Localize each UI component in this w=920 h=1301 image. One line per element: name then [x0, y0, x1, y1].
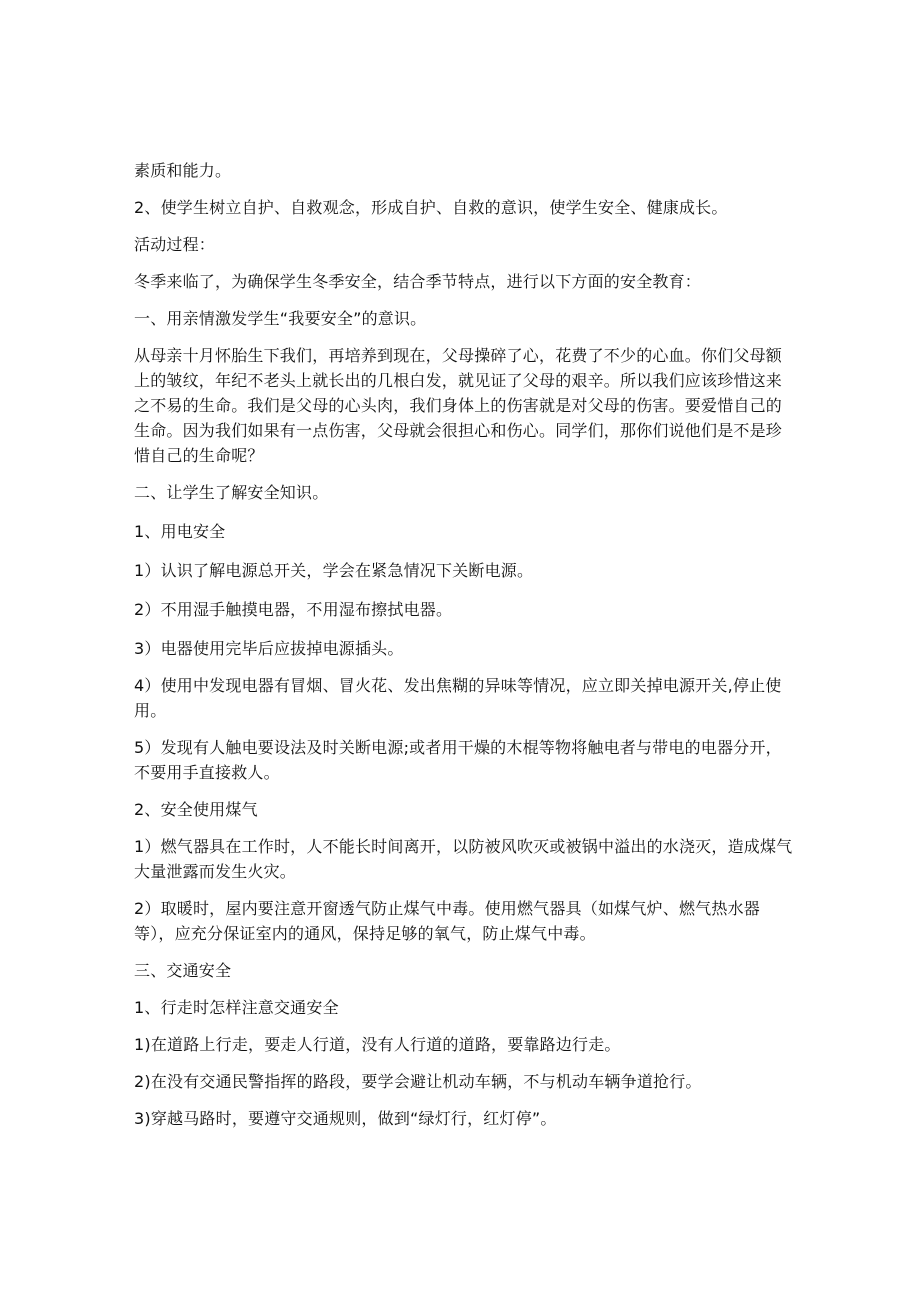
electricity-item-5: 5）发现有人触电要设法及时关断电源;或者用干燥的木棍等物将触电者与带电的电器分开，不要用手直接救人。 [134, 738, 782, 782]
section-heading-3: 三、交通安全 [134, 961, 232, 980]
paragraph-parents: 从母亲十月怀胎生下我们，再培养到现在，父母操碎了心，花费了不少的心血。你们父母额上的皱纹，年纪不老头上就长出的几根白发，就见证了父母的艰辛。所以我们应该珍惜这来之不易的生命。我们是父母的心头肉，我们身体上的伤害就是对父母的伤害。要爱惜自己的生命。因为我们如果有一点伤害，父母就会很担心和伤心。同学们，那你们说他们是不是珍惜自己的生命呢？ [134, 346, 783, 465]
electricity-item-3: 3）电器使用完毕后应拔掉电源插头。 [134, 639, 404, 658]
subsection-gas: 2、安全使用煤气 [134, 800, 258, 819]
walking-item-2: 2)在没有交通民警指挥的路段，要学会避让机动车辆，不与机动车辆争道抢行。 [134, 1072, 702, 1091]
paragraph-activity-process: 活动过程： [134, 235, 216, 254]
document-body [134, 158, 794, 1131]
section-heading-2: 二、让学生了解安全知识。 [134, 483, 329, 502]
paragraph-goal-2: 2、使学生树立自护、自救观念，形成自护、自救的意识，使学生安全、健康成长。 [134, 198, 728, 217]
walking-item-1: 1)在道路上行走，要走人行道，没有人行道的道路，要靠路边行走。 [134, 1035, 621, 1054]
gas-item-1: 1）燃气器具在工作时，人不能长时间离开，以防被风吹灭或被锅中溢出的水浇灭，造成煤气大量泄露而发生火灾。 [134, 837, 793, 881]
electricity-item-1: 1）认识了解电源总开关，学会在紧急情况下关断电源。 [134, 561, 534, 580]
subsection-electricity: 1、用电安全 [134, 522, 226, 541]
paragraph-intro-end: 素质和能力。 [134, 161, 232, 180]
walking-item-3: 3)穿越马路时，要遵守交通规则，做到“绿灯行，红灯停”。 [134, 1109, 557, 1128]
electricity-item-4: 4）使用中发现电器有冒烟、冒火花、发出焦糊的异味等情况，应立即关掉电源开关,停止使用。 [134, 676, 782, 720]
subsection-walking: 1、行走时怎样注意交通安全 [134, 998, 339, 1017]
section-heading-1: 一、用亲情激发学生“我要安全”的意识。 [134, 309, 427, 328]
gas-item-2: 2）取暖时，屋内要注意开窗透气防止煤气中毒。使用燃气器具（如煤气炉、燃气热水器等），应充分保证室内的通风，保持足够的氧气，防止煤气中毒。 [134, 899, 760, 943]
electricity-item-2: 2）不用湿手触摸电器，不用湿布擦拭电器。 [134, 600, 453, 619]
paragraph-winter-intro: 冬季来临了，为确保学生冬季安全，结合季节特点，进行以下方面的安全教育： [134, 272, 702, 291]
